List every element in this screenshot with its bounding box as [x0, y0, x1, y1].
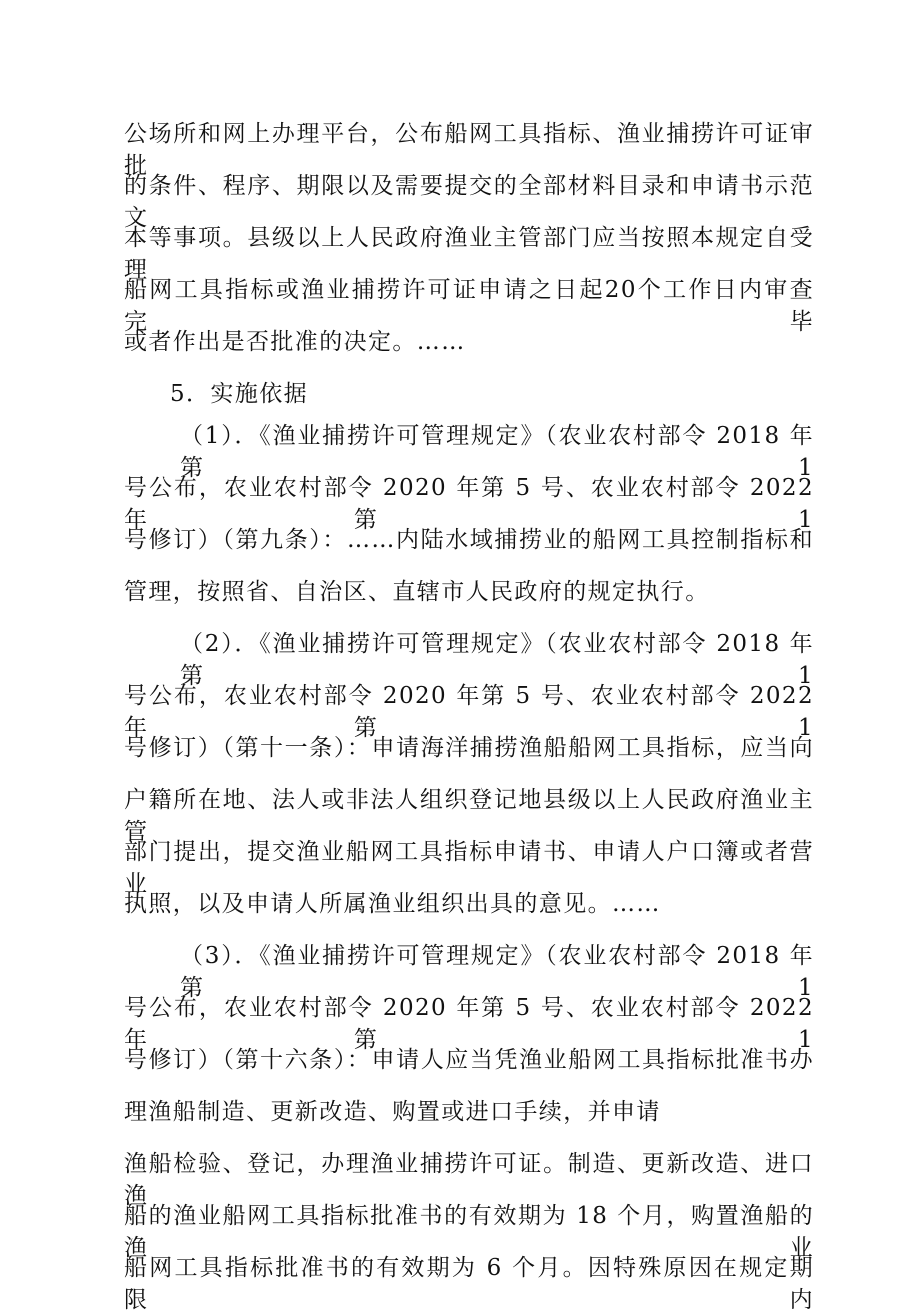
text-line: 号公布，农业农村部令 2020 年第 5 号、农业农村部令 2022 年第 1	[124, 475, 814, 533]
text-line: 号修订）（第十一条）：申请海洋捕捞渔船船网工具指标，应当向	[124, 735, 814, 761]
text-line: 号修订）（第九条）：……内陆水域捕捞业的船网工具控制指标和	[124, 527, 814, 553]
text-line: 执照，以及申请人所属渔业组织出具的意见。……	[124, 891, 661, 917]
text-line: 的条件、程序、期限以及需要提交的全部材料目录和申请书示范文	[124, 173, 814, 231]
text-line: 或者作出是否批准的决定。……	[124, 329, 466, 355]
text-line: 渔船检验、登记，办理渔业捕捞许可证。制造、更新改造、进口渔	[124, 1151, 814, 1209]
text-line: 部门提出，提交渔业船网工具指标申请书、申请人户口簿或者营业	[124, 839, 814, 897]
text-line: （3）．《渔业捕捞许可管理规定》（农业农村部令 2018 年第 1	[180, 943, 814, 1001]
section-heading: 5．实施依据	[170, 381, 309, 407]
text-line: 号修订）（第十六条）：申请人应当凭渔业船网工具指标批准书办	[124, 1047, 814, 1073]
text-line: 户籍所在地、法人或非法人组织登记地县级以上人民政府渔业主管	[124, 787, 814, 845]
text-line: （1）．《渔业捕捞许可管理规定》（农业农村部令 2018 年第 1	[180, 423, 814, 481]
text-line: 本等事项。县级以上人民政府渔业主管部门应当按照本规定自受理	[124, 225, 814, 283]
text-line: 号公布，农业农村部令 2020 年第 5 号、农业农村部令 2022 年第 1	[124, 683, 814, 741]
text-line: 船的渔业船网工具指标批准书的有效期为 18 个月，购置渔船的渔业	[124, 1203, 814, 1261]
text-line: 公场所和网上办理平台，公布船网工具指标、渔业捕捞许可证审批	[124, 121, 814, 179]
text-line: 管理，按照省、自治区、直辖市人民政府的规定执行。	[124, 579, 710, 605]
text-line: 船网工具指标或渔业捕捞许可证申请之日起20个工作日内审查完毕	[124, 277, 814, 335]
text-line: 号公布，农业农村部令 2020 年第 5 号、农业农村部令 2022 年第 1	[124, 995, 814, 1053]
text-line: （2）．《渔业捕捞许可管理规定》（农业农村部令 2018 年第 1	[180, 631, 814, 689]
text-line: 船网工具指标批准书的有效期为 6 个月。因特殊原因在规定期限内	[124, 1255, 814, 1313]
text-line: 理渔船制造、更新改造、购置或进口手续，并申请	[124, 1099, 661, 1125]
